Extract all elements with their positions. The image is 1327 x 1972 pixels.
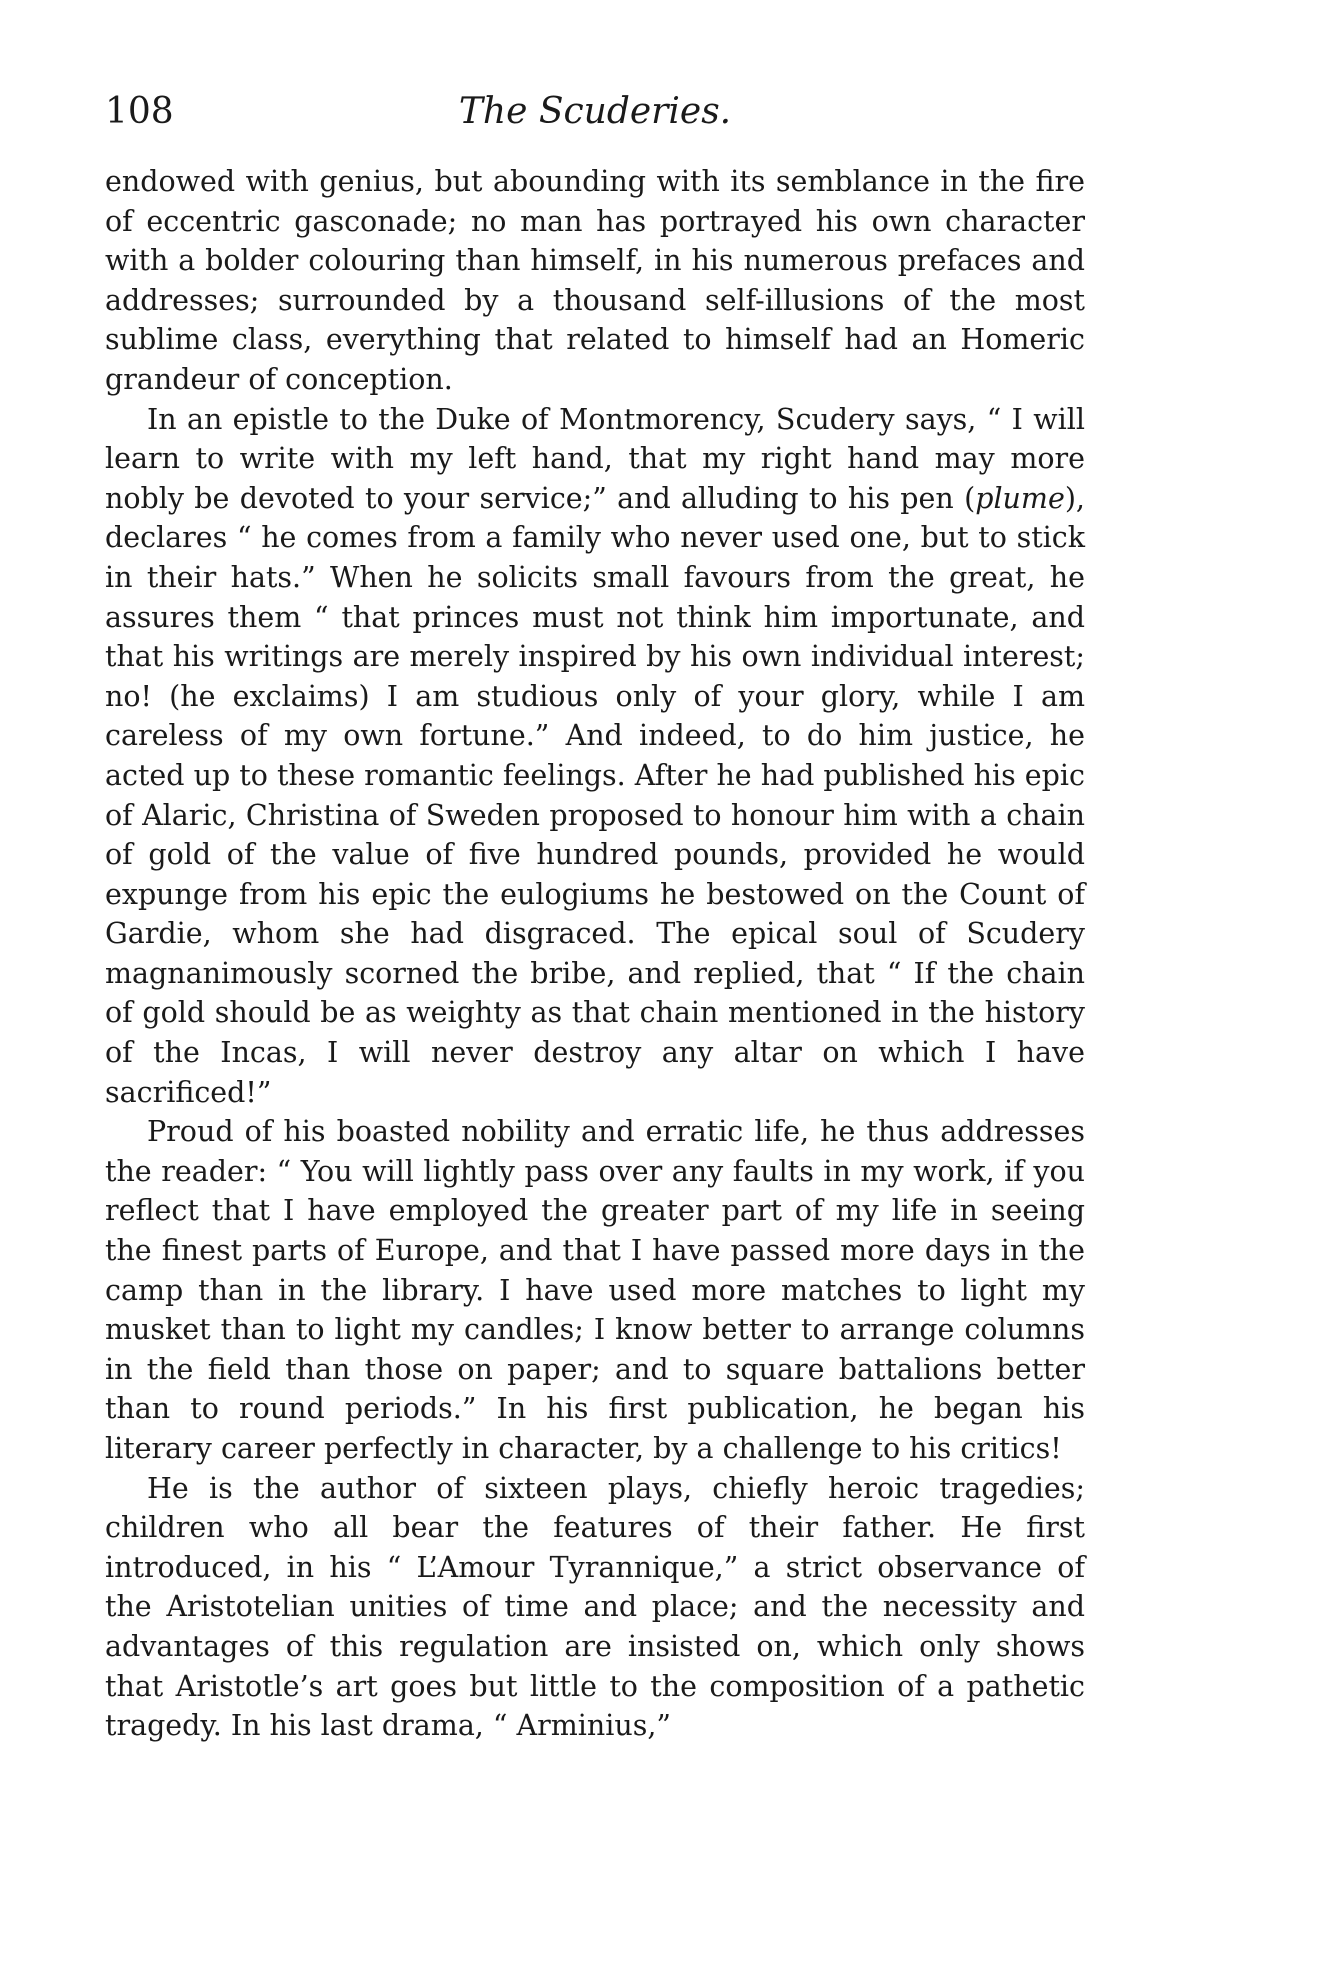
paragraph-2-part-b: ), declares “ he comes from a family who never used one, but to stick in their hats.” When he solicits small favours from the great, he assures them “ that princes must not think him importunate, and that his writings are merely inspired by his own individual interest; no! (he exclaims) I am studious only of your glory, while I am careless of my own fortune.” And indeed, to do him justice, he acted up to these romantic feelings. After he had published his epic of Alaric, Christina of Sweden proposed to honour him with a chain of gold of the value of five hundred pounds, provided he would expunge from his epic the eulogiums he bestowed on the Count of Gardie, whom she had disgraced. The epical soul of Scudery magnanimously scorned the bribe, and replied, that “ If the chain of gold should be as weighty as that chain mentioned in the history of the Incas, I will never destroy any altar on which I have sacrificed!” xyxy=(105,481,1085,1109)
paragraph-4: He is the author of sixteen plays, chiefly heroic tragedies; children who all bear the features of their father. He first introduced, in his “ L’Amour Tyrannique,” a strict observance of the Aristotelian unities of time and place; and the necessity and advantages of this regulation are insisted on, which only shows that Aristotle’s art goes but little to the composition of a pathetic tragedy. In his last drama, “ Arminius,” xyxy=(105,1471,1085,1743)
paragraph-1: endowed with genius, but abounding with its semblance in the fire of eccentric gasconade; no man has portrayed his own character with a bolder colouring than himself, in his numerous prefaces and addresses; surrounded by a thousand self-illusions of the most sublime class, everything that related to himself had an Homeric grandeur of conception. xyxy=(105,165,1085,396)
book-page xyxy=(105,90,1085,1746)
page-title: The Scuderies. xyxy=(458,91,732,132)
paragraph-2 xyxy=(105,400,1085,1113)
paragraph-2-part-a: In an epistle to the Duke of Montmorency, Scudery says, “ I will learn to write with my left hand, that my right hand may more nobly be devoted to your service;” and alluding to his pen ( xyxy=(105,402,1085,515)
running-head xyxy=(105,90,1085,150)
paragraph-3: Proud of his boasted nobility and erratic life, he thus addresses the reader: “ You will lightly pass over any faults in my work, if you reflect that I have employed the greater part of my life in seeing the finest parts of Europe, and that I have passed more days in the camp than in the library. I have used more matches to light my musket than to light my candles; I know better to arrange columns in the field than those on paper; and to square battalions better than to round periods.” In his first publication, he began his literary career perfectly in character, by a challenge to his critics! xyxy=(105,1115,1085,1465)
paragraph-2-emphasis: plume xyxy=(975,481,1065,515)
page-number: 108 xyxy=(105,91,174,132)
